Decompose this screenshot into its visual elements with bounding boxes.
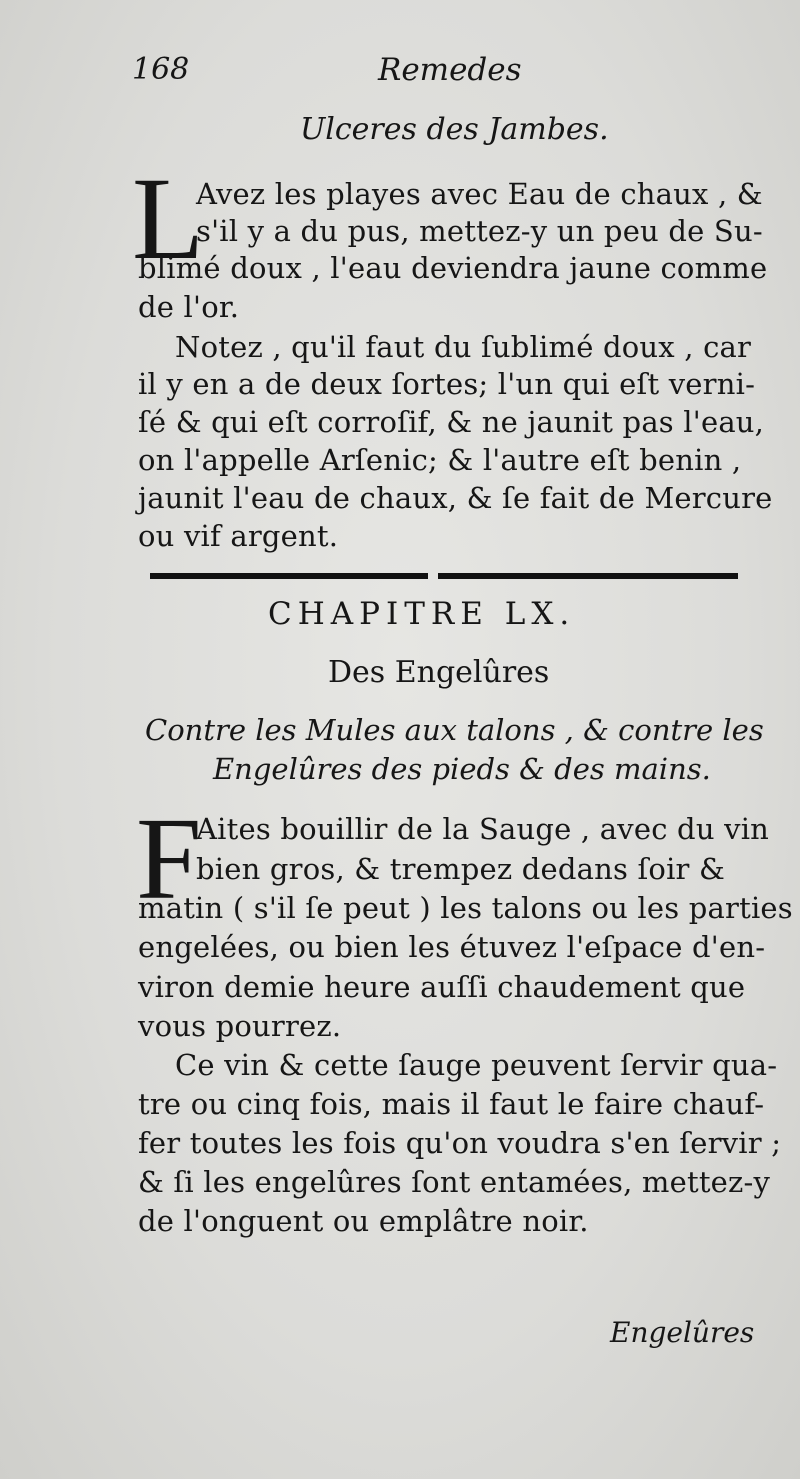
running-title: Remedes [378, 52, 522, 88]
text-line: vous pourrez. [138, 1009, 342, 1043]
text-line: de l'or. [138, 290, 240, 324]
text-line: il y en a de deux ſortes; l'un qui eſt verni- [138, 367, 756, 401]
text-line: ſé & qui eſt corroſif, & ne jaunit pas l'eau, [138, 405, 765, 439]
text-line: matin ( s'il ſe peut ) les talons ou les parties [138, 891, 793, 925]
text-line: engelées, ou bien les étuvez l'eſpace d'en- [138, 930, 766, 964]
text-line: de l'onguent ou emplâtre noir. [138, 1204, 589, 1238]
text-line: Notez , qu'il faut du ſublimé doux , car [175, 330, 752, 364]
chapter-heading: CHAPITRE LX. [268, 596, 576, 632]
text-line: viron demie heure auſſi chaudement que [138, 970, 746, 1004]
page-number: 168 [132, 52, 190, 87]
text-line: Avez les playes avec Eau de chaux , & [196, 177, 763, 211]
section-title: Ulceres des Jambes. [300, 112, 609, 147]
section-rule-left [150, 573, 428, 579]
text-line: s'il y a du pus, mettez-y un peu de Su- [196, 214, 763, 248]
text-line: tre ou cinq fois, mais il faut le faire chauf- [138, 1087, 765, 1121]
text-line: Ce vin & cette ſauge peuvent ſervir qua- [175, 1048, 778, 1082]
text-line: fer toutes les fois qu'on voudra s'en ſervir ; [138, 1126, 782, 1160]
text-line: jaunit l'eau de chaux, & ſe fait de Mercure [138, 481, 773, 515]
text-line: on l'appelle Arſenic; & l'autre eſt benin , [138, 443, 742, 477]
catchword: Engelûres [610, 1316, 755, 1349]
chapter-italic-title-2: Engelûres des pieds & des mains. [213, 752, 711, 786]
drop-cap-l: L [132, 153, 205, 284]
text-line: blimé doux , l'eau deviendra jaune comme [138, 251, 768, 285]
chapter-subheading: Des Engelûres [328, 655, 550, 690]
section-rule-right [438, 573, 738, 579]
text-line: Aites bouillir de la Sauge , avec du vin [196, 812, 770, 846]
chapter-italic-title-1: Contre les Mules aux talons , & contre les [145, 713, 764, 747]
text-line: & ſi les engelûres ſont entamées, mettez-y [138, 1165, 771, 1199]
text-line: bien gros, & trempez dedans ſoir & [196, 852, 726, 886]
drop-cap-f: F [136, 793, 202, 924]
text-line: ou vif argent. [138, 519, 339, 553]
